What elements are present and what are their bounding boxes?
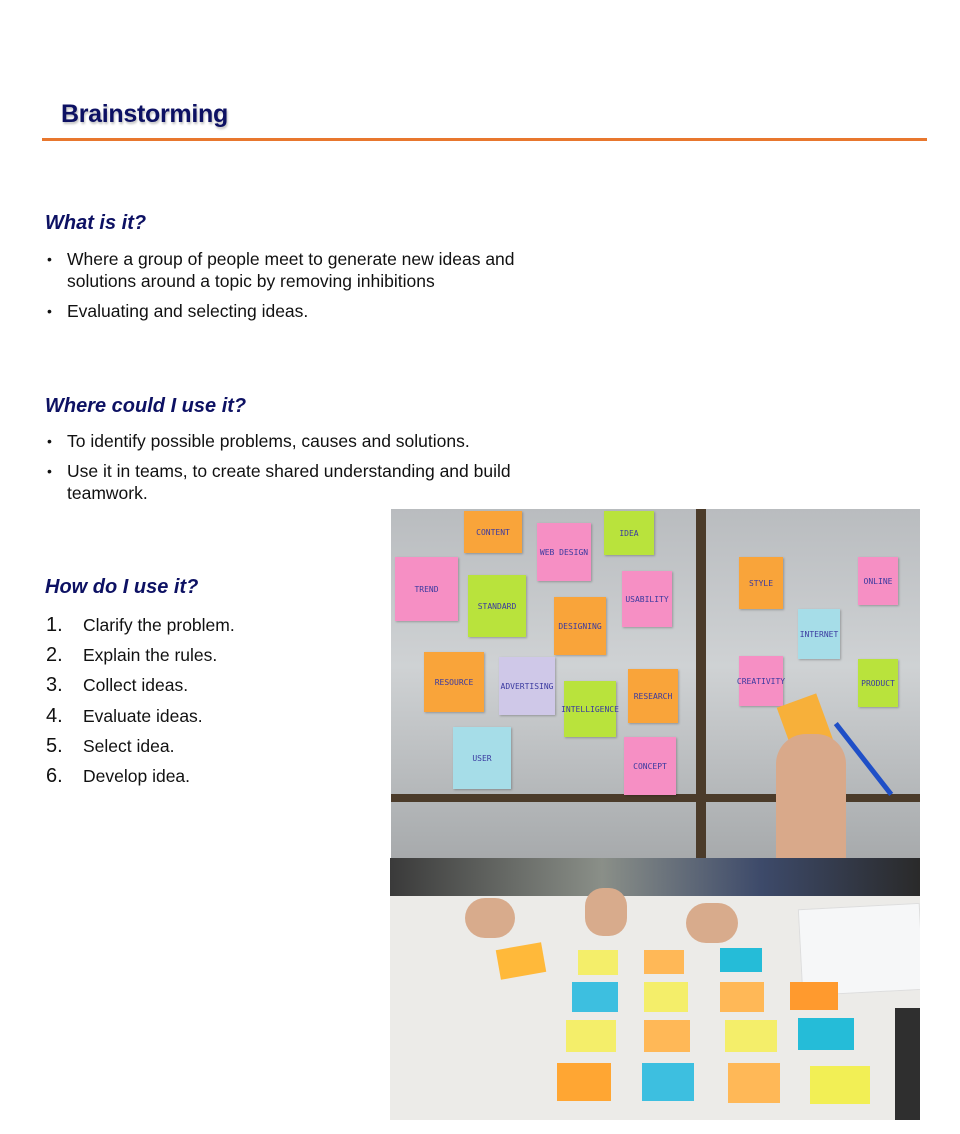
- sticky-note: USABILITY: [622, 571, 672, 627]
- step-number: 1.: [46, 614, 63, 636]
- sticky-note: [642, 1063, 694, 1101]
- step-item: [46, 731, 235, 761]
- bullet-item: • Evaluating and selecting ideas.: [45, 300, 525, 322]
- laptop-edge: [895, 1008, 920, 1120]
- where-bullet-list: [45, 430, 525, 512]
- sticky-note: STANDARD: [468, 575, 526, 637]
- sticky-note: ONLINE: [858, 557, 898, 605]
- sticky-note: [810, 1066, 870, 1104]
- hand: [585, 888, 627, 936]
- sticky-note: [728, 1063, 780, 1103]
- sticky-note: IDEA: [604, 511, 654, 555]
- sticky-note: [644, 950, 684, 974]
- people-background: [390, 858, 920, 898]
- sticky-note: RESOURCE: [424, 652, 484, 712]
- sticky-note: [566, 1020, 616, 1052]
- sticky-note: INTELLIGENCE: [564, 681, 616, 737]
- sticky-note: [572, 982, 618, 1012]
- step-item: [46, 610, 235, 640]
- step-number: 5.: [46, 734, 63, 757]
- step-text: Select idea.: [83, 735, 175, 756]
- hand: [686, 903, 738, 943]
- step-text: Explain the rules.: [83, 645, 218, 666]
- bullet-item: • Where a group of people meet to generate new ideas and solutions around a topic by removing inhibitions: [45, 248, 525, 292]
- sticky-note: CREATIVITY: [739, 656, 783, 706]
- sticky-note: CONCEPT: [624, 737, 676, 795]
- sticky-note: DESIGNING: [554, 597, 606, 655]
- sticky-note: [578, 950, 618, 975]
- step-text: Develop idea.: [83, 766, 191, 787]
- sticky-note: [790, 982, 838, 1010]
- sticky-note: PRODUCT: [858, 659, 898, 707]
- sticky-note: INTERNET: [798, 609, 840, 659]
- step-text: Clarify the problem.: [83, 615, 235, 635]
- step-text: Evaluate ideas.: [83, 705, 203, 726]
- sticky-note: USER: [453, 727, 511, 789]
- section-heading-how: How do I use it?: [45, 576, 199, 598]
- sticky-note: ADVERTISING: [499, 657, 555, 715]
- step-number: 2.: [46, 644, 63, 667]
- sticky-note: TREND: [395, 557, 458, 621]
- sticky-note: [644, 1020, 690, 1052]
- step-item: [46, 761, 235, 791]
- step-item: [46, 670, 235, 700]
- page-title: Brainstorming: [61, 100, 228, 128]
- bullet-item: • Use it in teams, to create shared understanding and build teamwork.: [45, 460, 525, 504]
- sticky-note: [720, 948, 762, 972]
- section-heading-what: What is it?: [45, 212, 147, 234]
- sticky-note: CONTENT: [464, 511, 522, 553]
- sticky-note: [644, 982, 688, 1012]
- sticky-note: STYLE: [739, 557, 783, 609]
- table-sticky-notes-photo: [390, 858, 920, 1120]
- sticky-note: [557, 1063, 611, 1101]
- what-bullet-list: [45, 248, 525, 330]
- sticky-note: [798, 1018, 854, 1050]
- title-divider: [42, 138, 927, 141]
- window-frame: [696, 509, 706, 858]
- bullet-item: • To identify possible problems, causes and solutions.: [45, 430, 525, 452]
- sticky-note: RESEARCH: [628, 669, 678, 723]
- sticky-note: WEB DESIGN: [537, 523, 591, 581]
- steps-list: [46, 610, 235, 791]
- section-heading-where: Where could I use it?: [45, 395, 247, 417]
- hands: [776, 734, 846, 858]
- sticky-note: [725, 1020, 777, 1052]
- step-number: 6.: [46, 765, 63, 788]
- step-number: 3.: [46, 674, 63, 697]
- hand: [465, 898, 515, 938]
- sticky-notes-wall-photo: [391, 509, 920, 858]
- step-number: 4.: [46, 704, 63, 727]
- step-item: [46, 640, 235, 670]
- step-item: [46, 701, 235, 731]
- step-text: Collect ideas.: [83, 675, 189, 696]
- sticky-note: [720, 982, 764, 1012]
